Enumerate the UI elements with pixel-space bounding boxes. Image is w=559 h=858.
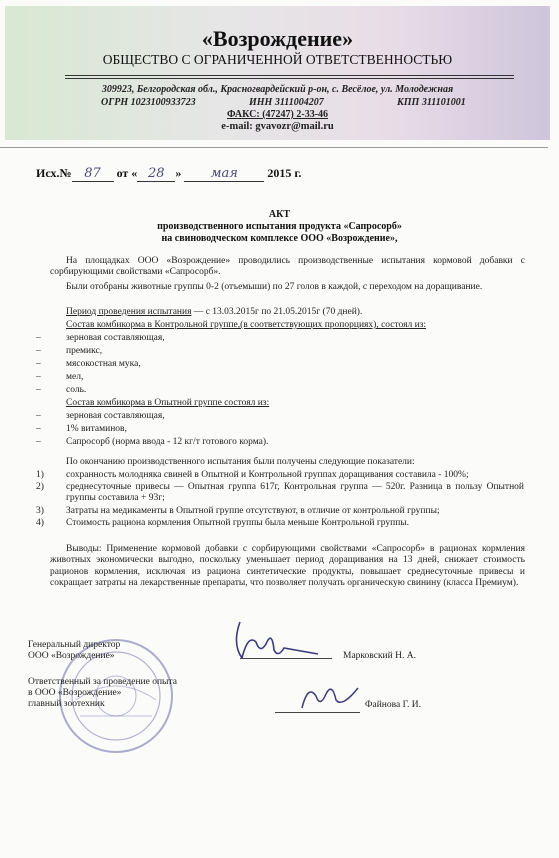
letterhead-rule <box>65 78 514 79</box>
email: e-mail: gvavozr@mail.ru <box>221 121 334 132</box>
period-value: — с 13.03.2015г по 21.05.2015г (70 дней). <box>191 307 363 317</box>
list-item: зерновая составляющая, <box>66 411 165 421</box>
document-subtitle: на свиноводческом комплексе ООО «Возрождение», <box>161 233 398 244</box>
kpp: КПП 311101001 <box>397 97 466 108</box>
outgoing-number: 87 <box>72 166 114 182</box>
director-signature <box>222 614 322 664</box>
list-dash: – <box>36 424 41 434</box>
paragraph-intro: На площадках ООО «Возрождение» проводились производственные испытания кормовой добавки с сорбирующими свойствами «Сапросорб». <box>50 256 525 278</box>
inn: ИНН 3111004207 <box>249 97 324 108</box>
outgoing-close-quote: » <box>175 166 182 180</box>
list-item: соль. <box>66 385 87 395</box>
company-name: «Возрождение» <box>201 26 354 51</box>
result-number: 1) <box>36 470 44 480</box>
responsible-position: главный зоотехник <box>28 699 105 709</box>
responsible-signature-line <box>275 712 360 713</box>
list-dash: – <box>36 385 41 395</box>
paragraph-groups: Были отобраны животные группы 0-2 (отъемыши) по 27 голов в каждой, с переходом на доращивание. <box>66 282 483 292</box>
result-item: Затраты на медикаменты в Опытной группе отсутствуют, в отличие от контрольной группы; <box>66 506 440 516</box>
director-company: ООО «Возрождение» <box>28 651 115 661</box>
org-type: ОБЩЕСТВО С ОГРАНИЧЕННОЙ ОТВЕТСТВЕННОСТЬЮ <box>102 52 453 67</box>
director-title: Генеральный директор <box>28 640 121 650</box>
letterhead <box>5 6 550 140</box>
results-intro: По окончанию производственного испытания были получены следующие показатели: <box>66 457 415 467</box>
period-line <box>66 307 362 318</box>
ogrn: ОГРН 1023100933723 <box>101 97 196 108</box>
responsible-title: Ответственный за проведение опыта <box>28 677 177 687</box>
list-item: мел, <box>66 372 84 382</box>
list-dash: – <box>36 346 41 356</box>
result-number: 4) <box>36 518 44 528</box>
result-item: сохранность молодняка свиней в Опытной и Контрольной группах доращивания составила - 100%; <box>66 470 469 480</box>
responsible-name: Файнова Г. И. <box>365 700 421 710</box>
test-heading: Состав комбикорма в Опытной группе состоял из: <box>66 398 270 408</box>
list-item: мясокостная мука, <box>66 359 141 369</box>
result-item: Стоимость рациона кормления Опытной группы была меньше Контрольной группы. <box>66 518 410 528</box>
director-name: Марковский Н. А. <box>343 651 416 661</box>
outgoing-from: от « <box>116 166 138 180</box>
list-dash: – <box>36 333 41 343</box>
document-subtitle: производственного испытания продукта «Сапросорб» <box>157 221 402 232</box>
conclusion-paragraph: Выводы: Применение кормовой добавки с сорбирующими свойствами «Сапросорб» в рационах кормления животных экономически выгодно, поскольку уменьшает период доращивания на 13 дней, снижает стоимость рационов кормления, исключая из рациона синтетические продукты, повышает среднесуточные привесы и сокращает затраты на лекарственные препараты, что позволяет получать органическую свинину (класса Премиум). <box>50 544 525 589</box>
control-heading: Состав комбикорма в Контрольной группе,(в соответствующих пропорциях), состоял из: <box>66 320 427 330</box>
result-item: среднесуточные привесы — Опытная группа 617г, Контрольная группа — 520г. Разница в пользу Опытной группы составила + 93г; <box>66 482 524 504</box>
responsible-company: в ООО «Возрождение» <box>28 688 122 698</box>
list-item: премикс, <box>66 346 103 356</box>
director-signature-line <box>240 658 332 659</box>
outgoing-day: 28 <box>137 166 175 182</box>
outgoing-prefix: Исх.№ <box>36 166 72 180</box>
list-dash: – <box>36 437 41 447</box>
list-dash: – <box>36 359 41 369</box>
list-dash: – <box>36 372 41 382</box>
document-title: АКТ <box>268 209 291 220</box>
fax: ФАКС: (47247) 2-33-46 <box>226 109 329 120</box>
result-number: 2) <box>36 482 44 492</box>
list-item: Сапросорб (норма ввода - 12 кг/т готового корма). <box>66 437 269 447</box>
outgoing-month: мая <box>184 166 264 182</box>
list-dash: – <box>36 411 41 421</box>
list-item: 1% витаминов, <box>66 424 127 434</box>
result-number: 3) <box>36 506 44 516</box>
outgoing-year: 2015 г. <box>267 166 302 180</box>
letterhead-divider <box>0 147 548 148</box>
list-item: зерновая составляющая, <box>66 333 165 343</box>
outgoing-reference <box>36 166 301 182</box>
period-label: Период проведения испытания <box>66 307 192 317</box>
company-address: 309923, Белгородская обл., Красногвардейский р-он, с. Весёлое, ул. Молодежная <box>101 84 454 95</box>
letterhead-rule <box>65 75 514 76</box>
